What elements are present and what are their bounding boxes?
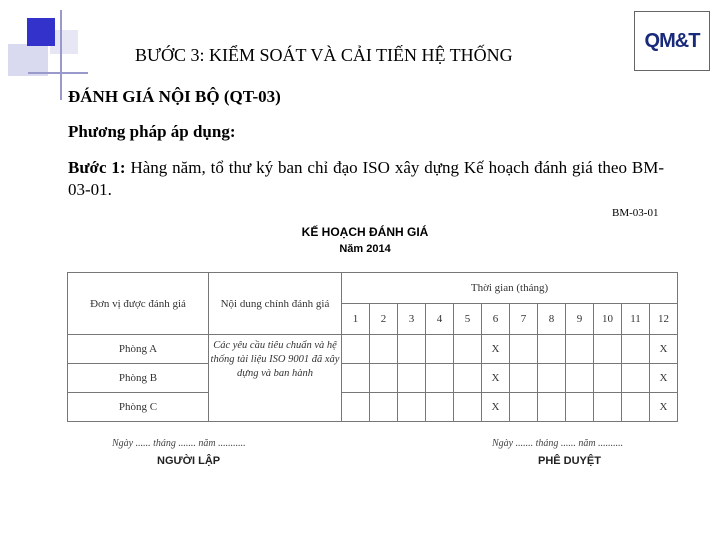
logo-text: QM&T [644, 29, 700, 52]
plan-title: KẾ HOẠCH ĐÁNH GIÁ [301, 225, 429, 239]
month-cell [426, 335, 454, 364]
month-cell [398, 335, 426, 364]
header-month: 7 [510, 304, 538, 335]
header-month: 11 [622, 304, 650, 335]
audit-plan-table [67, 272, 678, 422]
header-month: 3 [398, 304, 426, 335]
month-cell [370, 335, 398, 364]
header-month: 5 [454, 304, 482, 335]
unit-cell: Phòng B [68, 364, 209, 393]
month-cell [566, 335, 594, 364]
month-cell [426, 364, 454, 393]
month-cell [454, 335, 482, 364]
header-month: 12 [650, 304, 678, 335]
decor-vertical-line [60, 10, 62, 100]
month-cell [566, 364, 594, 393]
month-cell [370, 364, 398, 393]
month-cell [342, 335, 370, 364]
form-code: BM-03-01 [612, 207, 659, 219]
month-cell [454, 364, 482, 393]
month-cell: X [650, 364, 678, 393]
decor-square-blue [27, 18, 55, 46]
slide-title: BƯỚC 3: KIỂM SOÁT VÀ CẢI TIẾN HỆ THỐNG [135, 45, 513, 65]
month-cell [622, 364, 650, 393]
header-month: 8 [538, 304, 566, 335]
month-cell [594, 335, 622, 364]
right-signer-label: PHÊ DUYỆT [538, 455, 601, 467]
month-cell [510, 364, 538, 393]
month-cell [538, 335, 566, 364]
method-label: Phương pháp áp dụng: [68, 122, 236, 141]
table-row [68, 335, 678, 364]
header-month: 4 [426, 304, 454, 335]
month-cell: X [650, 335, 678, 364]
month-cell [566, 393, 594, 422]
table-row [68, 393, 678, 422]
month-cell [398, 364, 426, 393]
month-cell [538, 393, 566, 422]
month-cell [454, 393, 482, 422]
step-label: Bước 1: [68, 158, 126, 177]
step-paragraph [68, 157, 664, 201]
plan-year: Năm 2014 [339, 243, 391, 255]
month-cell [370, 393, 398, 422]
unit-cell: Phòng A [68, 335, 209, 364]
month-cell: X [650, 393, 678, 422]
unit-cell: Phòng C [68, 393, 209, 422]
month-cell: X [482, 364, 510, 393]
month-cell [510, 393, 538, 422]
header-month: 1 [342, 304, 370, 335]
header-month: 9 [566, 304, 594, 335]
header-time: Thời gian (tháng) [342, 273, 678, 304]
header-month: 6 [482, 304, 510, 335]
month-cell [622, 393, 650, 422]
step-text: Hàng năm, tổ thư ký ban chỉ đạo ISO xây dựng Kế hoạch đánh giá theo BM-03-01. [68, 158, 664, 199]
month-cell [538, 364, 566, 393]
company-logo [634, 11, 710, 71]
left-date-line: Ngày ...... tháng ....... năm ........... [112, 438, 246, 449]
decor-horizontal-line [28, 72, 88, 74]
month-cell: X [482, 335, 510, 364]
month-cell [342, 393, 370, 422]
month-cell [594, 393, 622, 422]
header-content: Nội dung chính đánh giá [209, 273, 342, 335]
section-heading: ĐÁNH GIÁ NỘI BỘ (QT-03) [68, 87, 281, 106]
left-signer-label: NGƯỜI LẬP [157, 455, 221, 467]
month-cell [426, 393, 454, 422]
content-cell: Các yêu cầu tiêu chuẩn và hệ thống tài liệu ISO 9001 đã xây dựng và ban hành [209, 335, 342, 422]
header-month: 2 [370, 304, 398, 335]
header-month: 10 [594, 304, 622, 335]
month-cell [398, 393, 426, 422]
month-cell [510, 335, 538, 364]
right-date-line: Ngày ....... tháng ...... năm .......... [492, 438, 624, 449]
month-cell [594, 364, 622, 393]
table-row [68, 364, 678, 393]
header-unit: Đơn vị được đánh giá [68, 273, 209, 335]
month-cell: X [482, 393, 510, 422]
month-cell [622, 335, 650, 364]
month-cell [342, 364, 370, 393]
